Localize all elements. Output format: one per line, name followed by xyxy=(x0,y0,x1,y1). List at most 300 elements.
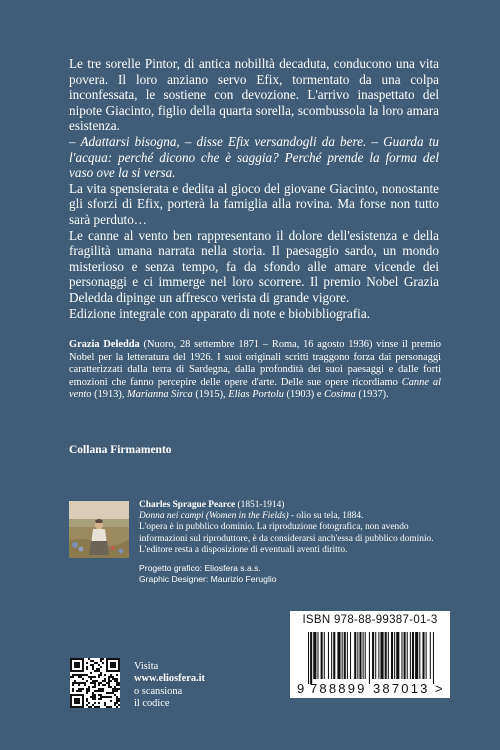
qr-module xyxy=(90,678,92,680)
qr-module xyxy=(82,698,84,700)
qr-module xyxy=(102,688,104,690)
qr-module xyxy=(116,696,118,698)
qr-module xyxy=(108,670,110,672)
qr-module xyxy=(112,678,114,680)
qr-module xyxy=(116,680,118,682)
qr-module xyxy=(70,662,72,664)
barcode-bar xyxy=(433,632,434,684)
qr-module xyxy=(108,692,110,694)
qr-module xyxy=(76,700,78,702)
work-title: Marianna Sirca xyxy=(127,389,193,401)
qr-module xyxy=(118,668,120,670)
qr-module xyxy=(116,684,118,686)
qr-module xyxy=(70,668,72,670)
code-label: il codice xyxy=(134,698,170,710)
qr-module xyxy=(70,658,72,660)
qr-module xyxy=(88,676,90,678)
qr-module xyxy=(94,690,96,692)
qr-module xyxy=(106,706,108,708)
qr-module xyxy=(96,680,98,682)
qr-module xyxy=(80,690,82,692)
barcode-bar xyxy=(357,632,358,679)
qr-module xyxy=(82,660,84,662)
qr-module xyxy=(112,666,114,668)
qr-module xyxy=(86,666,88,668)
qr-module xyxy=(72,682,74,684)
qr-module xyxy=(94,702,96,704)
qr-module xyxy=(86,704,88,706)
qr-module xyxy=(112,658,114,660)
barcode-bar xyxy=(410,632,411,679)
barcode-digits-right: 387013 xyxy=(373,681,430,696)
qr-module xyxy=(98,688,100,690)
blurb-paragraph-3: Le canne al vento ben rappresentano il dolore dell'esistenza e della fragilità umana narrata nella storia. Il paesaggio sardo, un mondo misterioso e senza tempo, fa da sfondo alle amare vicende dei personaggi e ci immerge nel loro scorrere. Il premio Nobel Grazia Deledda dipinge un affresco verista di grande vigore. xyxy=(69,227,439,305)
qr-module xyxy=(110,670,112,672)
qr-module xyxy=(92,704,94,706)
qr-module xyxy=(76,658,78,660)
qr-module xyxy=(78,706,80,708)
qr-module xyxy=(98,668,100,670)
qr-module xyxy=(94,694,96,696)
barcode-bar xyxy=(388,632,389,679)
qr-module xyxy=(110,706,112,708)
barcode-bar xyxy=(378,632,379,679)
qr-module xyxy=(92,696,94,698)
qr-module xyxy=(106,682,108,684)
qr-module xyxy=(118,660,120,662)
barcode-bar xyxy=(308,632,309,684)
qr-module xyxy=(110,674,112,676)
painting-title: Donna nei campi (Women in the Fields) xyxy=(139,511,289,522)
qr-module xyxy=(114,678,116,680)
qr-module xyxy=(110,658,112,660)
qr-module xyxy=(74,664,76,666)
author-bio: Grazia Deledda (Nuoro, 28 settembre 1871 – Roma, 16 agosto 1936) vinse il premio Nobel per la letteratura del 1926. I suoi originali scritti traggono forza dai personaggi caratterizzati dalla terra di Sardegna, dalla profondità dei suoi paesaggi e dalle forti emozioni che fanno percepire delle opere d'arte. Delle sue opere ricordiamo Canne al vento (1913), Marianna Sirca (1915), Elias Portolu (1903) e Cosima (1937). xyxy=(69,339,441,401)
qr-module xyxy=(100,666,102,668)
qr-module xyxy=(90,696,92,698)
qr-module xyxy=(110,696,112,698)
qr-module xyxy=(82,704,84,706)
qr-module xyxy=(112,664,114,666)
qr-module xyxy=(72,694,74,696)
qr-module xyxy=(98,698,100,700)
rights-notice: L'opera è in pubblico dominio. La riproduzione fotografica, non avendo informazioni sul riproduttore, è da considerarsi anch'essa di pubblico dominio. L'editore resta a disposizione di eventuali aventi diritto. xyxy=(139,522,434,555)
qr-module xyxy=(108,680,110,682)
qr-module xyxy=(78,694,80,696)
website-link[interactable]: www.eliosfera.it xyxy=(134,673,205,685)
qr-module xyxy=(110,680,112,682)
qr-module xyxy=(82,670,84,672)
qr-module xyxy=(82,682,84,684)
qr-module xyxy=(78,664,80,666)
qr-module xyxy=(72,658,74,660)
barcode-bar xyxy=(422,632,424,679)
qr-module xyxy=(116,688,118,690)
qr-module xyxy=(82,662,84,664)
qr-module xyxy=(90,664,92,666)
barcode-bar xyxy=(419,632,420,679)
qr-module xyxy=(78,702,80,704)
qr-module xyxy=(70,696,72,698)
barcode-bar xyxy=(337,632,340,679)
qr-module xyxy=(82,700,84,702)
qr-module xyxy=(72,706,74,708)
qr-module xyxy=(90,672,92,674)
qr-module xyxy=(86,700,88,702)
qr-module xyxy=(94,676,96,678)
qr-module xyxy=(72,684,74,686)
qr-module xyxy=(88,686,90,688)
qr-module xyxy=(100,672,102,674)
qr-module xyxy=(82,706,84,708)
qr-module xyxy=(104,684,106,686)
qr-module xyxy=(76,706,78,708)
qr-module xyxy=(82,694,84,696)
qr-module xyxy=(84,682,86,684)
qr-module xyxy=(74,702,76,704)
qr-module xyxy=(110,664,112,666)
qr-module xyxy=(78,674,80,676)
barcode-bar xyxy=(430,632,431,679)
qr-module xyxy=(74,670,76,672)
qr-module xyxy=(74,682,76,684)
qr-module xyxy=(76,702,78,704)
qr-module xyxy=(106,666,108,668)
work-title: Canne al vento xyxy=(69,376,441,401)
qr-module xyxy=(108,696,110,698)
qr-module xyxy=(102,684,104,686)
qr-module xyxy=(76,690,78,692)
qr-module xyxy=(72,688,74,690)
blurb-quote: – Adattarsi bisogna, – disse Efix versandogli da bere. – Guarda tu l'acqua: perché dicono che è saggia? Perché prende la forma del vaso ove la si versa. xyxy=(69,133,439,181)
blurb-paragraph-2: La vita spensierata e dedita al gioco del giovane Giacinto, nonostante gli sforzi di Efix, porterà la famiglia alla rovina. Ma forse non tutto sarà perduto… xyxy=(69,180,439,227)
qr-module xyxy=(104,702,106,704)
qr-module xyxy=(96,706,98,708)
qr-module xyxy=(78,670,80,672)
qr-module xyxy=(108,676,110,678)
barcode-bar xyxy=(321,632,323,679)
qr-module xyxy=(74,662,76,664)
qr-module xyxy=(78,666,80,668)
qr-module xyxy=(80,682,82,684)
qr-module xyxy=(86,680,88,682)
barcode-digits-left: 788899 xyxy=(310,681,367,696)
qr-module xyxy=(86,692,88,694)
qr-module xyxy=(72,670,74,672)
qr-module xyxy=(118,688,120,690)
qr-module xyxy=(94,706,96,708)
qr-module xyxy=(74,658,76,660)
qr-module xyxy=(74,694,76,696)
qr-module xyxy=(104,678,106,680)
qr-module xyxy=(110,692,112,694)
qr-module xyxy=(80,694,82,696)
barcode-bar xyxy=(347,632,348,679)
qr-module xyxy=(70,704,72,706)
barcode-bar xyxy=(328,632,329,679)
qr-module xyxy=(110,666,112,668)
qr-module xyxy=(106,660,108,662)
qr-module xyxy=(78,662,80,664)
qr-module xyxy=(98,682,100,684)
qr-module xyxy=(110,676,112,678)
barcode-bar xyxy=(359,632,361,679)
qr-module xyxy=(86,662,88,664)
qr-module xyxy=(92,666,94,668)
qr-module xyxy=(98,664,100,666)
qr-module xyxy=(114,662,116,664)
qr-module xyxy=(116,700,118,702)
qr-module xyxy=(76,670,78,672)
qr-module xyxy=(76,666,78,668)
qr-module xyxy=(106,668,108,670)
barcode-bar xyxy=(426,632,427,679)
qr-module xyxy=(104,704,106,706)
qr-module xyxy=(76,664,78,666)
barcode-bar xyxy=(380,632,383,679)
barcode-bar xyxy=(375,632,376,679)
qr-module xyxy=(84,684,86,686)
qr-module xyxy=(86,668,88,670)
qr-module xyxy=(82,664,84,666)
qr-module xyxy=(110,662,112,664)
barcode-bar xyxy=(407,632,408,679)
qr-module xyxy=(72,676,74,678)
qr-module xyxy=(88,702,90,704)
qr-module xyxy=(114,664,116,666)
qr-module xyxy=(74,700,76,702)
qr-module xyxy=(98,670,100,672)
barcode-bar xyxy=(342,632,343,679)
qr-module xyxy=(80,674,82,676)
barcode-bar xyxy=(324,632,325,679)
cover-painting-thumbnail xyxy=(69,501,129,558)
barcode-bar xyxy=(369,632,370,684)
barcode-bar xyxy=(404,632,406,679)
qr-module xyxy=(80,658,82,660)
barcode-bar xyxy=(310,632,312,684)
qr-module xyxy=(88,690,90,692)
barcode-digit-first: 9 xyxy=(297,681,305,696)
qr-module xyxy=(104,696,106,698)
qr-module xyxy=(78,682,80,684)
qr-module xyxy=(76,662,78,664)
qr-module xyxy=(102,680,104,682)
barcode-bar xyxy=(372,632,374,679)
barcode-bar xyxy=(354,632,356,679)
qr-module xyxy=(92,676,94,678)
qr-module xyxy=(92,660,94,662)
qr-module xyxy=(82,696,84,698)
qr-module xyxy=(118,704,120,706)
qr-module xyxy=(106,662,108,664)
qr-module xyxy=(94,698,96,700)
qr-module xyxy=(90,676,92,678)
qr-module xyxy=(92,680,94,682)
qr-module xyxy=(108,658,110,660)
blurb-paragraph-1: Le tre sorelle Pintor, di antica nobilltà decaduta, conducono una vita povera. Il loro anziano servo Efix, tormentato da una colpa inconfessata, le sostiene con devozione. L'arrivo inaspettato del nipote Giacinto, figlio della quarta sorella, scombussola la loro amara esistenza. xyxy=(69,56,439,134)
qr-module xyxy=(82,678,84,680)
qr-module xyxy=(114,690,116,692)
book-blurb xyxy=(69,56,439,321)
qr-module xyxy=(100,660,102,662)
blurb-paragraph-4: Edizione integrale con apparato di note e biobibliografia. xyxy=(69,305,371,321)
qr-module xyxy=(76,682,78,684)
isbn-barcode xyxy=(290,611,450,698)
qr-module xyxy=(102,662,104,664)
qr-module xyxy=(94,662,96,664)
visit-label: Visita xyxy=(134,661,159,672)
qr-module xyxy=(94,680,96,682)
qr-module xyxy=(110,700,112,702)
qr-module xyxy=(118,666,120,668)
designer-credit: Graphic Designer: Maurizio Feruglio xyxy=(139,574,277,584)
qr-module xyxy=(106,696,108,698)
qr-module xyxy=(96,670,98,672)
qr-module xyxy=(106,692,108,694)
website-invite xyxy=(134,661,254,711)
qr-module xyxy=(70,676,72,678)
qr-module xyxy=(116,658,118,660)
qr-module xyxy=(94,670,96,672)
qr-module xyxy=(108,684,110,686)
qr-module xyxy=(96,662,98,664)
qr-module xyxy=(90,706,92,708)
qr-module xyxy=(118,700,120,702)
qr-module xyxy=(92,668,94,670)
qr-module xyxy=(112,670,114,672)
qr-module xyxy=(70,666,72,668)
design-credits xyxy=(139,563,439,585)
isbn-number: ISBN 978-88-99387-01-3 xyxy=(302,614,438,626)
qr-module xyxy=(70,664,72,666)
qr-module xyxy=(74,698,76,700)
qr-module xyxy=(82,658,84,660)
qr-module xyxy=(102,658,104,660)
work-title: Cosima xyxy=(324,389,356,401)
barcode-bar xyxy=(344,632,346,679)
series-name: Collana Firmamento xyxy=(69,444,172,456)
barcode-bar xyxy=(333,632,335,679)
barcode-arrow: > xyxy=(435,681,443,696)
barcode-bar xyxy=(365,632,366,679)
qr-module xyxy=(78,688,80,690)
qr-module xyxy=(116,706,118,708)
qr-module xyxy=(102,690,104,692)
qr-module xyxy=(118,670,120,672)
qr-module xyxy=(108,682,110,684)
qr-module xyxy=(88,688,90,690)
qr-module xyxy=(70,694,72,696)
qr-module xyxy=(114,686,116,688)
qr-module xyxy=(96,668,98,670)
qr-module xyxy=(94,686,96,688)
qr-module xyxy=(92,686,94,688)
qr-module xyxy=(100,674,102,676)
qr-module xyxy=(116,674,118,676)
qr-module xyxy=(116,690,118,692)
barcode-bar xyxy=(394,632,395,679)
qr-module xyxy=(104,680,106,682)
qr-module xyxy=(116,682,118,684)
work-title: Elias Portolu xyxy=(228,389,284,401)
qr-module xyxy=(114,666,116,668)
qr-module xyxy=(70,670,72,672)
qr-module xyxy=(76,694,78,696)
qr-module xyxy=(116,702,118,704)
qr-module xyxy=(108,686,110,688)
qr-module xyxy=(100,694,102,696)
qr-module xyxy=(82,666,84,668)
qr-module xyxy=(80,676,82,678)
qr-module xyxy=(98,702,100,704)
barcode-bar xyxy=(391,632,393,679)
barcode-bar xyxy=(363,632,364,679)
barcode-bar xyxy=(317,632,318,679)
qr-module xyxy=(98,674,100,676)
qr-module xyxy=(98,690,100,692)
qr-module xyxy=(106,670,108,672)
barcode-bar xyxy=(313,632,316,679)
barcode-bar xyxy=(350,632,351,679)
qr-module xyxy=(114,680,116,682)
qr-module xyxy=(118,662,120,664)
qr-module xyxy=(86,698,88,700)
barcode-bar xyxy=(331,632,332,679)
qr-code-icon[interactable] xyxy=(70,658,120,708)
qr-module xyxy=(96,690,98,692)
qr-module xyxy=(90,660,92,662)
qr-module xyxy=(100,698,102,700)
qr-module xyxy=(78,658,80,660)
qr-module xyxy=(74,680,76,682)
project-credit: Progetto grafico: Eliosfera s.a.s. xyxy=(139,563,261,573)
qr-module xyxy=(112,690,114,692)
qr-module xyxy=(74,666,76,668)
qr-module xyxy=(78,690,80,692)
qr-module xyxy=(106,658,108,660)
qr-module xyxy=(86,688,88,690)
qr-module xyxy=(74,706,76,708)
qr-module xyxy=(70,660,72,662)
qr-module xyxy=(112,688,114,690)
artist-name: Charles Sprague Pearce xyxy=(139,500,236,510)
qr-module xyxy=(70,706,72,708)
qr-module xyxy=(82,688,84,690)
qr-module xyxy=(76,698,78,700)
qr-module xyxy=(118,698,120,700)
author-name: Grazia Deledda xyxy=(69,339,140,350)
qr-module xyxy=(118,664,120,666)
qr-module xyxy=(114,670,116,672)
qr-module xyxy=(108,706,110,708)
qr-module xyxy=(114,658,116,660)
qr-module xyxy=(104,674,106,676)
qr-module xyxy=(98,694,100,696)
qr-module xyxy=(72,690,74,692)
qr-module xyxy=(88,706,90,708)
qr-module xyxy=(114,704,116,706)
qr-module xyxy=(90,682,92,684)
qr-module xyxy=(92,694,94,696)
barcode-icon xyxy=(294,632,446,696)
qr-module xyxy=(100,690,102,692)
qr-module xyxy=(86,674,88,676)
qr-module xyxy=(100,682,102,684)
qr-module xyxy=(116,670,118,672)
qr-module xyxy=(112,676,114,678)
qr-module xyxy=(100,658,102,660)
